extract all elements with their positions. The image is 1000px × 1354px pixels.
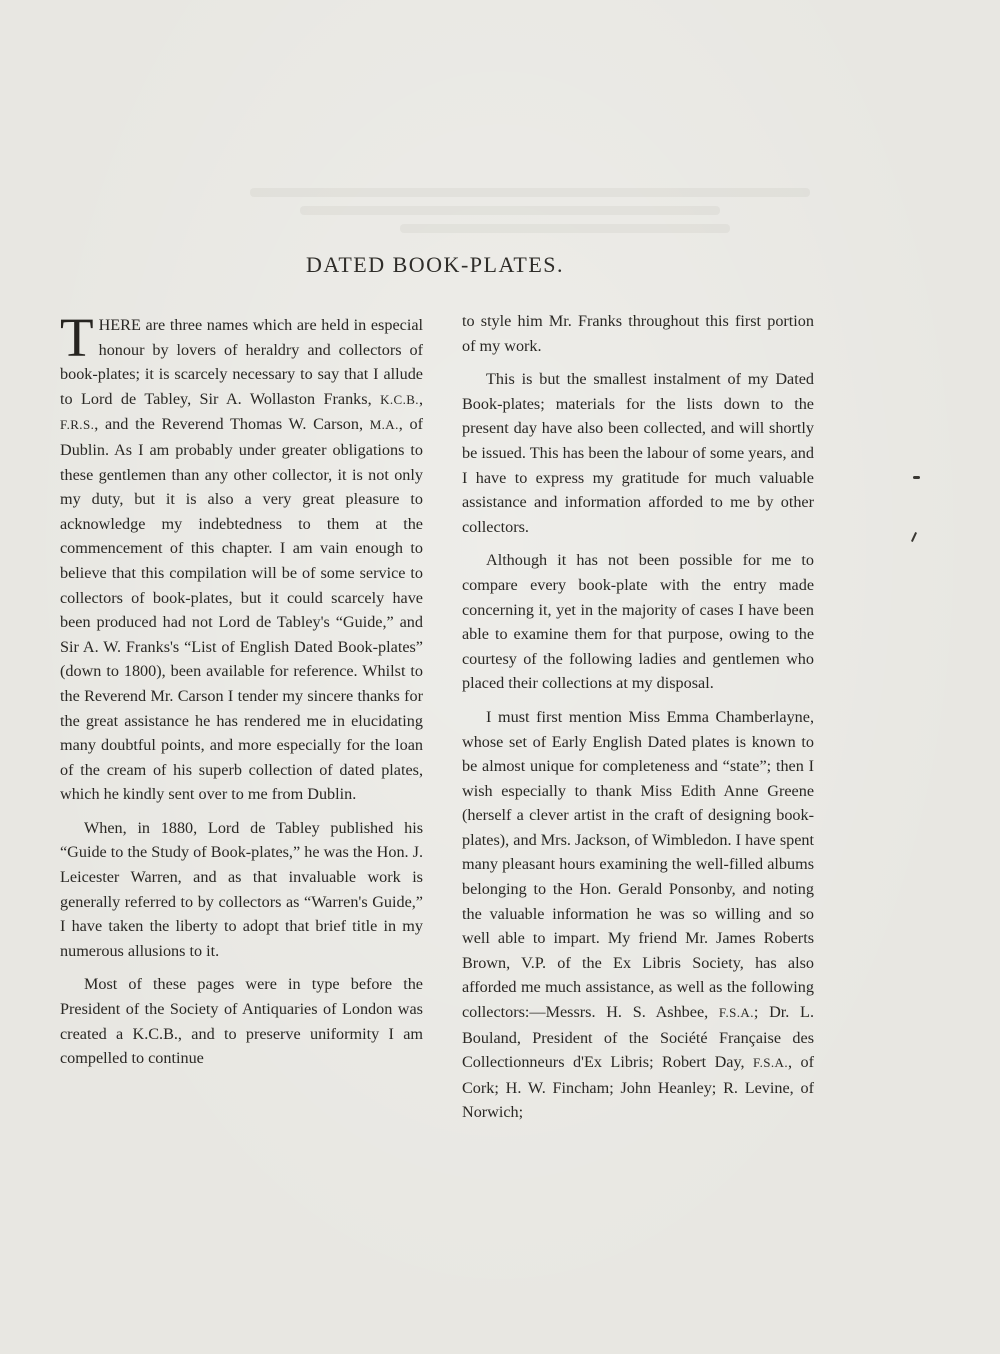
ink-mark (913, 476, 920, 479)
abbreviation: F.R.S. (60, 417, 95, 433)
abbreviation: M.A. (369, 417, 399, 433)
paragraph: When, in 1880, Lord de Tabley published his “Guide to the Study of Book-plates,” he was the Hon. J. Leicester Warren, and as that invaluable work is generally referred to by collectors as “Warren's Guide,” I have taken the liberty to adopt that brief title in my numerous allusions to it. (60, 818, 423, 960)
paragraph-text: , of Cork; H. W. Fincham; John Heanley; R. Levine, of Norwich; (462, 1053, 814, 1122)
abbreviation: F.S.A. (718, 1005, 754, 1021)
paragraph (60, 307, 423, 807)
paragraph: Although it has not been possible for me to compare every book-plate with the entry made concerning it, yet in the majority of cases I have been able to examine them for that purpose, owing to the courtesy of the following ladies and gentlemen who placed their collections at my disposal. (462, 551, 814, 693)
paragraph-text: ; Dr. L. Bouland, President of the Société Française des Collectionneurs d'Ex Libris; Robert Day, (462, 1003, 814, 1072)
right-column (462, 309, 814, 1134)
left-column (60, 307, 423, 1080)
abbreviation: K.C.B. (380, 391, 419, 407)
show-through-line (300, 206, 720, 215)
paragraph-text: , of Dublin. As I am probably under greater obligations to these gentlemen than any other collector, it is not only my duty, but it is also a very great pleasure to acknowledge my indebtedness to them at the commencement of this chapter. I am vain enough to believe that this compilation will be of some service to collectors of book-plates, but it could scarcely have been produced had not Lord de Tabley's “Guide,” and Sir A. W. Franks's “List of English Dated Book-plates” (down to 1800), been available for reference. Whilst to the Reverend Mr. Carson I tender my sincere thanks for the great assistance he has rendered me in elucidating many doubtful points, and more especially for the loan of the cream of his superb collection of dated plates, which he kindly sent over to me from Dublin. (60, 415, 423, 804)
page-title: DATED BOOK-PLATES. (306, 252, 564, 277)
drop-cap: T (60, 307, 94, 368)
paragraph-text: , and the Reverend Thomas W. Carson, (94, 415, 370, 434)
paragraph (462, 705, 814, 1125)
paragraph-text: HERE are three names which are held in especial honour by lovers of heraldry and collectors of book-plates; it is scarcely necessary to say that I allude to Lord de Tabley, Sir A. Wollaston Franks, (60, 316, 423, 408)
paragraph: This is but the smallest instalment of my Dated Book-plates; materials for the lists down to the present day have also been collected, and will shortly be issued. This has been the labour of some years, and I have to express my gratitude for much valuable assistance and information afforded to me by other collectors. (462, 370, 814, 536)
show-through-line (400, 224, 730, 233)
paragraph: Most of these pages were in type before the President of the Society of Antiquaries of London was created a K.C.B., and to preserve uniformity I am compelled to continue (60, 975, 423, 1068)
paragraph-text: I must first mention Miss Emma Chamberlayne, whose set of Early English Dated plates is known to be almost unique for completeness and “state”; then I wish especially to thank Miss Edith Anne Greene (herself a clever artist in the craft of designing book-plates), and Mrs. Jackson, of Wimbledon. I have spent many pleasant hours examining the well-filled albums belonging to the Hon. Gerald Ponsonby, and noting the valuable information he was so willing and so well able to impart. My friend Mr. James Roberts Brown, V.P. of the Ex Libris Society, has also afforded me much assistance, as well as the following collectors:—Messrs. H. S. Ashbee, (462, 707, 814, 1022)
paragraph-text: , (418, 389, 423, 408)
paragraph: to style him Mr. Franks throughout this first portion of my work. (462, 312, 814, 355)
ink-mark (911, 532, 917, 542)
abbreviation: F.S.A. (753, 1055, 788, 1071)
show-through-line (250, 188, 810, 197)
